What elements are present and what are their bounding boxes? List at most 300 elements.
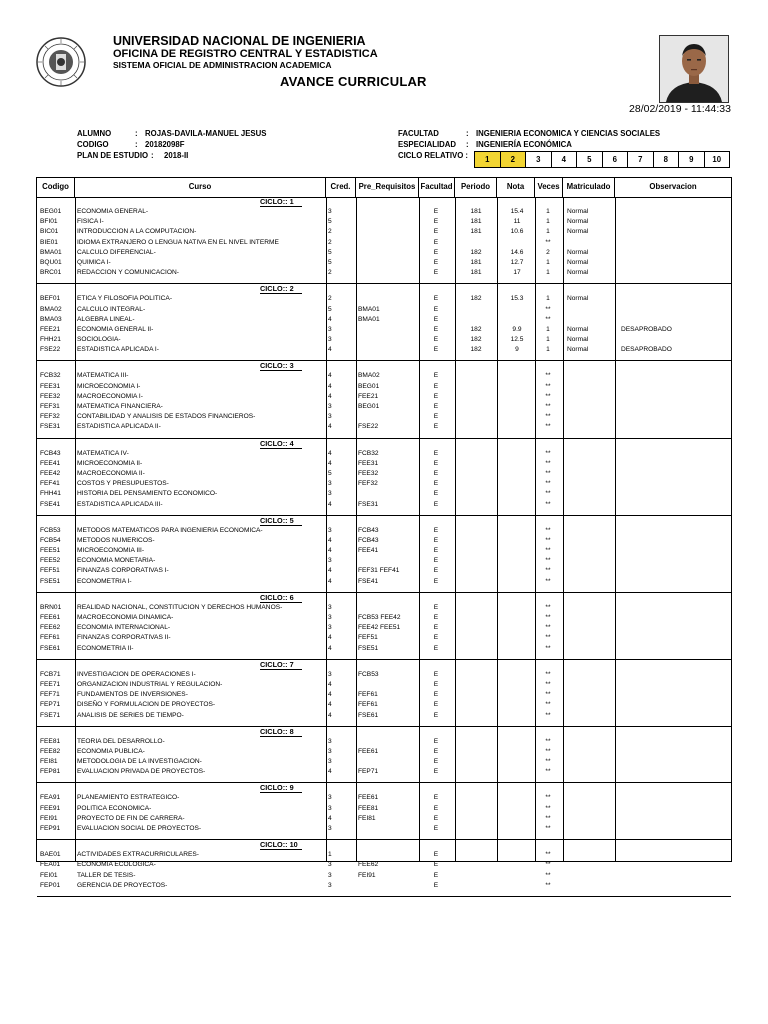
cell-veces: **: [545, 670, 551, 678]
cell-codigo: BQU01: [40, 258, 62, 266]
cell-cred: 1: [328, 851, 332, 859]
cell-cred: 3: [328, 336, 332, 344]
codigo-label: CODIGO: [77, 140, 109, 149]
table-row: [37, 238, 731, 248]
cell-facultad: E: [433, 670, 439, 678]
table-row: [37, 217, 731, 227]
cell-facultad: E: [433, 644, 439, 652]
cell-matriculado: Normal: [567, 218, 589, 226]
plan-sep: :: [151, 151, 154, 160]
facultad-sep: :: [466, 129, 469, 138]
cell-facultad: E: [433, 861, 439, 869]
codigo-sep: :: [135, 140, 138, 149]
cell-facultad: E: [433, 413, 439, 421]
cell-codigo: FEF31: [40, 403, 60, 410]
cell-curso: ECONOMIA ECOLOGICA-: [77, 861, 156, 869]
cell-veces: 1: [546, 346, 550, 354]
cell-veces: **: [545, 392, 551, 400]
cell-codigo: FEE71: [40, 680, 61, 688]
cell-cred: 3: [328, 603, 332, 611]
cell-cred: 4: [328, 634, 332, 642]
cell-periodo: 182: [470, 336, 482, 344]
cell-codigo: BMA02: [40, 305, 62, 313]
alumno-value: ROJAS-DAVILA-MANUEL JESUS: [145, 129, 267, 138]
cell-codigo: FEA91: [40, 794, 61, 802]
cell-cred: 3: [328, 670, 332, 678]
cell-prerequisitos: FCB43: [358, 526, 379, 534]
cell-codigo: FHH41: [40, 490, 61, 498]
cell-cred: 4: [328, 680, 332, 688]
cell-matriculado: Normal: [567, 325, 589, 333]
cell-veces: **: [545, 861, 551, 869]
table-row: [37, 871, 731, 881]
cell-codigo: BEG01: [40, 208, 62, 215]
table-row: [37, 371, 731, 381]
cell-veces: **: [545, 851, 551, 859]
cell-curso: METODOS NUMERICOS-: [77, 536, 155, 544]
print-datetime: 28/02/2019 - 11:44:33: [629, 103, 731, 115]
cell-prerequisitos: FEE61: [358, 747, 379, 755]
cell-codigo: FEF61: [40, 634, 60, 642]
cell-prerequisitos: FSE22: [358, 423, 379, 431]
cell-cred: 3: [328, 526, 332, 534]
ciclo-relativo-cell: 2: [500, 152, 526, 168]
cell-observacion: DESAPROBADO: [621, 346, 672, 354]
header-divider: [37, 197, 731, 198]
cell-codigo: FEF71: [40, 691, 60, 699]
cell-cred: 3: [328, 480, 332, 488]
cell-veces: **: [545, 711, 551, 719]
cell-curso: FUNDAMENTOS DE INVERSIONES-: [77, 691, 188, 699]
plan-value: 2018-II: [164, 151, 189, 160]
table-row: [37, 577, 731, 587]
cell-codigo: FEF32: [40, 413, 60, 421]
table-row: [37, 747, 731, 757]
col-header-facultad: Facultad: [419, 178, 455, 197]
student-portrait-image: [660, 36, 728, 102]
cell-curso: SOCIOLOGIA-: [77, 336, 121, 344]
cycle-label: CICLO:: 8: [260, 728, 302, 737]
cycle-header: [37, 842, 731, 850]
cycle-separator: [37, 278, 731, 284]
cell-cred: 4: [328, 449, 332, 457]
cell-facultad: E: [433, 577, 439, 585]
ciclo-relativo-cell: 8: [653, 152, 679, 168]
cell-codigo: FEF51: [40, 567, 60, 575]
cell-curso: METODOLOGIA DE LA INVESTIGACION-: [77, 758, 202, 766]
table-row: [37, 294, 731, 304]
cell-veces: **: [545, 644, 551, 652]
cell-curso: REALIDAD NACIONAL, CONSTITUCION Y DERECHOS HUMANOS-: [77, 603, 283, 611]
cell-codigo: BMA03: [40, 315, 62, 323]
cell-veces: 1: [546, 295, 550, 303]
cell-facultad: E: [433, 423, 439, 431]
col-header-codigo: Codigo: [37, 178, 75, 197]
table-row: [37, 793, 731, 803]
cell-matriculado: Normal: [567, 228, 589, 236]
cell-facultad: E: [433, 747, 439, 755]
table-row: [37, 248, 731, 258]
cell-facultad: E: [433, 315, 439, 323]
col-header-nota: Nota: [497, 178, 535, 197]
document-header: [113, 34, 378, 71]
cycle-header: [37, 726, 731, 737]
especialidad-value: INGENIERÍA ECONÓMICA: [476, 140, 572, 149]
cell-cred: 4: [328, 459, 332, 467]
cell-veces: **: [545, 758, 551, 766]
table-row: [37, 613, 731, 623]
cell-curso: COSTOS Y PRESUPUESTOS-: [77, 480, 169, 488]
cell-codigo: FEP81: [40, 768, 61, 776]
cell-prerequisitos: FEE42 FEE51: [358, 624, 401, 632]
cell-cred: 3: [328, 614, 332, 621]
cell-facultad: E: [433, 547, 439, 555]
cell-cred: 4: [328, 346, 332, 354]
cell-veces: **: [545, 804, 551, 812]
ciclo-relativo-cell: 5: [577, 152, 603, 168]
cell-codigo: BRC01: [40, 269, 62, 277]
table-row: [37, 644, 731, 654]
cell-nota: 9: [515, 346, 519, 354]
cell-curso: CALCULO INTEGRAL-: [77, 305, 146, 313]
cell-prerequisitos: FEF32: [358, 480, 378, 488]
table-row: [37, 603, 731, 613]
cell-matriculado: Normal: [567, 336, 589, 344]
cell-codigo: FEE51: [40, 547, 61, 555]
cell-facultad: E: [433, 804, 439, 812]
cell-facultad: E: [433, 536, 439, 544]
cell-cred: 2: [328, 269, 332, 277]
cell-curso: ECONOMIA PUBLICA-: [77, 747, 145, 755]
cell-codigo: FEE32: [40, 392, 61, 400]
cycle-header: [37, 592, 731, 603]
cell-codigo: BEF01: [40, 295, 61, 303]
cell-prerequisitos: BMA01: [358, 305, 380, 313]
cell-curso: ESTADISTICA APLICADA II-: [77, 423, 161, 431]
cell-prerequisitos: FCB43: [358, 536, 379, 544]
cell-cred: 4: [328, 392, 332, 400]
cell-prerequisitos: FEE81: [358, 804, 379, 812]
cell-curso: MACROECONOMIA DINAMICA-: [77, 614, 174, 621]
cell-cred: 3: [328, 490, 332, 498]
cell-cred: 4: [328, 500, 332, 508]
table-row: [37, 479, 731, 489]
cell-facultad: E: [433, 691, 439, 699]
cell-codigo: BRN01: [40, 603, 62, 611]
cell-codigo: FEA01: [40, 861, 61, 869]
cell-curso: ACTIVIDADES EXTRACURRICULARES-: [77, 851, 200, 859]
cell-prerequisitos: FEI81: [358, 814, 376, 822]
cell-facultad: E: [433, 825, 439, 832]
cell-cred: 4: [328, 711, 332, 719]
cell-prerequisitos: FCB53 FEE42: [358, 614, 401, 621]
cell-veces: **: [545, 526, 551, 534]
cell-facultad: E: [433, 392, 439, 400]
cell-curso: TEORIA DEL DESARROLLO-: [77, 737, 165, 745]
cell-veces: **: [545, 634, 551, 642]
cell-curso: QUIMICA I-: [77, 258, 111, 266]
cell-curso: MACROECONOMIA I-: [77, 392, 143, 400]
cycle-label: CICLO:: 7: [260, 661, 302, 670]
cell-codigo: FCB53: [40, 526, 61, 534]
cell-cred: 3: [328, 208, 332, 215]
cycle-label: CICLO:: 3: [260, 362, 302, 371]
curriculum-table: [36, 177, 732, 889]
cell-cred: 3: [328, 804, 332, 812]
cell-prerequisitos: FEI91: [358, 871, 376, 879]
cell-periodo: 182: [470, 248, 482, 256]
cell-cred: 4: [328, 536, 332, 544]
cell-cred: 3: [328, 871, 332, 879]
cell-nota: 15.3: [510, 295, 524, 303]
cycle-separator: [37, 777, 731, 783]
cell-curso: ETICA Y FILOSOFIA POLITICA-: [77, 295, 173, 303]
cell-periodo: 181: [470, 218, 482, 226]
cell-cred: 4: [328, 768, 332, 776]
cell-nota: 11: [513, 218, 521, 226]
cell-codigo: FEI91: [40, 814, 58, 822]
cell-matriculado: Normal: [567, 258, 589, 266]
cell-codigo: BMA01: [40, 248, 62, 256]
cell-veces: **: [545, 747, 551, 755]
cell-cred: 4: [328, 644, 332, 652]
cell-nota: 12.5: [510, 336, 524, 344]
cell-cred: 4: [328, 814, 332, 822]
cell-periodo: 181: [470, 208, 482, 215]
cell-curso: MICROECONOMIA II-: [77, 459, 143, 467]
cell-facultad: E: [433, 238, 439, 246]
cell-facultad: E: [433, 758, 439, 766]
cycle-separator: [37, 834, 731, 840]
cell-veces: **: [545, 449, 551, 457]
cell-veces: **: [545, 701, 551, 709]
cell-periodo: 181: [470, 228, 482, 236]
cell-prerequisitos: FEF61: [358, 701, 378, 709]
cell-veces: 1: [546, 258, 550, 266]
table-row: [37, 700, 731, 710]
cell-nota: 9.9: [512, 325, 522, 333]
cell-facultad: E: [433, 325, 439, 333]
cell-veces: **: [545, 315, 551, 323]
cell-codigo: FEP01: [40, 881, 61, 889]
cell-cred: 3: [328, 413, 332, 421]
cell-veces: **: [545, 536, 551, 544]
cell-curso: EVALUACION SOCIAL DE PROYECTOS-: [77, 825, 202, 832]
cell-cred: 2: [328, 228, 332, 236]
cell-cred: 5: [328, 248, 332, 256]
col-header-matriculado: Matriculado: [563, 178, 615, 197]
table-row: [37, 737, 731, 747]
cycle-separator: [37, 510, 731, 516]
cell-curso: MATEMATICA FINANCIERA-: [77, 403, 163, 410]
cell-periodo: 181: [470, 269, 482, 277]
cell-facultad: E: [433, 269, 439, 277]
plan-label: PLAN DE ESTUDIO: [77, 151, 149, 160]
cycle-label: CICLO:: 9: [260, 784, 302, 793]
cycle-header: [37, 659, 731, 670]
cell-curso: INTRODUCCION A LA COMPUTACION-: [77, 228, 197, 236]
cell-codigo: FEI81: [40, 758, 58, 766]
cell-codigo: FSE51: [40, 577, 61, 585]
cell-matriculado: Normal: [567, 346, 589, 354]
cell-facultad: E: [433, 490, 439, 498]
table-row: [37, 536, 731, 546]
university-seal-logo: [36, 37, 86, 87]
cell-curso: HISTORIA DEL PENSAMIENTO ECONOMICO-: [77, 490, 218, 498]
cell-curso: ORGANIZACION INDUSTRIAL Y REGULACION-: [77, 680, 223, 688]
cell-matriculado: Normal: [567, 248, 589, 256]
cell-curso: METODOS MATEMATICOS PARA INGENIERIA ECONOMICA-: [77, 526, 263, 534]
cell-veces: **: [545, 768, 551, 776]
cell-veces: **: [545, 881, 551, 889]
cell-observacion: DESAPROBADO: [621, 325, 672, 333]
cell-codigo: BFI01: [40, 218, 58, 226]
cell-periodo: 182: [470, 295, 482, 303]
cell-cred: 3: [328, 861, 332, 869]
cell-curso: DISEÑO Y FORMULACION DE PROYECTOS-: [77, 701, 216, 709]
cell-matriculado: Normal: [567, 269, 589, 277]
table-row: [37, 711, 731, 721]
col-header-cred: Cred.: [326, 178, 356, 197]
col-header-curso: Curso: [75, 178, 326, 197]
table-row: [37, 489, 731, 499]
cell-veces: **: [545, 403, 551, 410]
table-row: [37, 690, 731, 700]
cell-codigo: FSE41: [40, 500, 61, 508]
cell-veces: **: [545, 794, 551, 802]
table-row: [37, 382, 731, 392]
cell-facultad: E: [433, 336, 439, 344]
table-row: [37, 469, 731, 479]
cycle-label: CICLO:: 2: [260, 285, 302, 294]
cell-codigo: FSE31: [40, 423, 61, 431]
cell-veces: **: [545, 480, 551, 488]
cell-cred: 5: [328, 305, 332, 313]
cell-curso: MICROECONOMIA III-: [77, 547, 145, 555]
cell-prerequisitos: BMA02: [358, 372, 380, 380]
cell-veces: 1: [546, 208, 550, 215]
cycle-header: [37, 515, 731, 526]
cell-veces: **: [545, 614, 551, 621]
cell-codigo: BAE01: [40, 851, 61, 859]
cell-codigo: FEE61: [40, 614, 61, 621]
cell-codigo: FEE81: [40, 737, 61, 745]
university-name: UNIVERSIDAD NACIONAL DE INGENIERIA: [113, 34, 366, 48]
student-photo: [659, 35, 729, 103]
cell-codigo: FEE52: [40, 557, 61, 565]
cell-prerequisitos: BMA01: [358, 315, 380, 323]
table-row: [37, 526, 731, 536]
cell-veces: **: [545, 500, 551, 508]
table-row: [37, 633, 731, 643]
table-row: [37, 546, 731, 556]
cell-cred: 4: [328, 372, 332, 380]
cell-prerequisitos: FSE51: [358, 644, 379, 652]
cell-nota: 14.6: [510, 248, 524, 256]
cell-codigo: FCB71: [40, 670, 61, 678]
cell-codigo: FCB43: [40, 449, 61, 457]
cell-curso: MATEMATICA IV-: [77, 449, 129, 457]
facultad-label: FACULTAD: [398, 129, 439, 138]
cell-veces: **: [545, 490, 551, 498]
cell-facultad: E: [433, 295, 439, 303]
cell-cred: 4: [328, 382, 332, 390]
cell-curso: CALCULO DIFERENCIAL-: [77, 248, 156, 256]
ciclo-relativo-cell: 3: [526, 152, 552, 168]
cell-veces: **: [545, 577, 551, 585]
cell-veces: **: [545, 603, 551, 611]
cycle-label: CICLO:: 6: [260, 594, 302, 603]
cell-periodo: 182: [470, 325, 482, 333]
table-row: [37, 556, 731, 566]
cell-facultad: E: [433, 305, 439, 313]
table-row: [37, 767, 731, 777]
ciclo-relativo-cell: 4: [551, 152, 577, 168]
cell-matriculado: Normal: [567, 295, 589, 303]
cell-veces: 1: [546, 269, 550, 277]
cell-facultad: E: [433, 480, 439, 488]
cell-matriculado: Normal: [567, 208, 589, 215]
cell-prerequisitos: BEG01: [358, 382, 380, 390]
cell-prerequisitos: FEE62: [358, 861, 379, 869]
cell-veces: **: [545, 305, 551, 313]
cell-cred: 4: [328, 567, 332, 575]
cycle-label: CICLO:: 1: [260, 198, 302, 207]
cell-cred: 5: [328, 218, 332, 226]
cell-cred: 4: [328, 691, 332, 699]
col-header-prerequisitos: Pre_Requisitos: [356, 178, 419, 197]
cell-facultad: E: [433, 346, 439, 354]
cell-curso: ECONOMETRIA II-: [77, 644, 134, 652]
cell-codigo: FHH21: [40, 336, 61, 344]
cell-veces: **: [545, 459, 551, 467]
cell-facultad: E: [433, 881, 439, 889]
cell-codigo: FEE31: [40, 382, 61, 390]
cell-cred: 3: [328, 747, 332, 755]
cell-periodo: 181: [470, 258, 482, 266]
especialidad-label: ESPECIALIDAD: [398, 140, 457, 149]
cell-facultad: E: [433, 701, 439, 709]
cell-veces: 2: [546, 248, 550, 256]
cell-prerequisitos: FCB53: [358, 670, 379, 678]
ciclo-relativo-cell: 6: [602, 152, 628, 168]
cell-cred: 3: [328, 737, 332, 745]
cell-codigo: FSE61: [40, 644, 61, 652]
cell-facultad: E: [433, 459, 439, 467]
cell-facultad: E: [433, 248, 439, 256]
cell-codigo: FEP91: [40, 825, 61, 832]
cell-veces: 1: [546, 218, 550, 226]
cell-codigo: FEE41: [40, 459, 61, 467]
cell-facultad: E: [433, 634, 439, 642]
cell-codigo: FEE82: [40, 747, 61, 755]
cell-veces: **: [545, 547, 551, 555]
cell-veces: 1: [546, 336, 550, 344]
cell-cred: 3: [328, 825, 332, 832]
cell-prerequisitos: FEE61: [358, 794, 379, 802]
ciclo-relativo-cell: 7: [628, 152, 654, 168]
cell-curso: MACROECONOMIA II-: [77, 469, 145, 477]
cell-curso: ECONOMETRIA I-: [77, 577, 132, 585]
cell-curso: MATEMATICA III-: [77, 372, 129, 380]
ciclo-relativo-cell: 1: [475, 152, 501, 168]
table-row: [37, 670, 731, 680]
cell-facultad: E: [433, 614, 439, 621]
cell-codigo: FEP71: [40, 701, 61, 709]
cell-nota: 17: [513, 269, 521, 277]
cell-curso: ALGEBRA LINEAL-: [77, 315, 135, 323]
table-row: [37, 881, 731, 891]
